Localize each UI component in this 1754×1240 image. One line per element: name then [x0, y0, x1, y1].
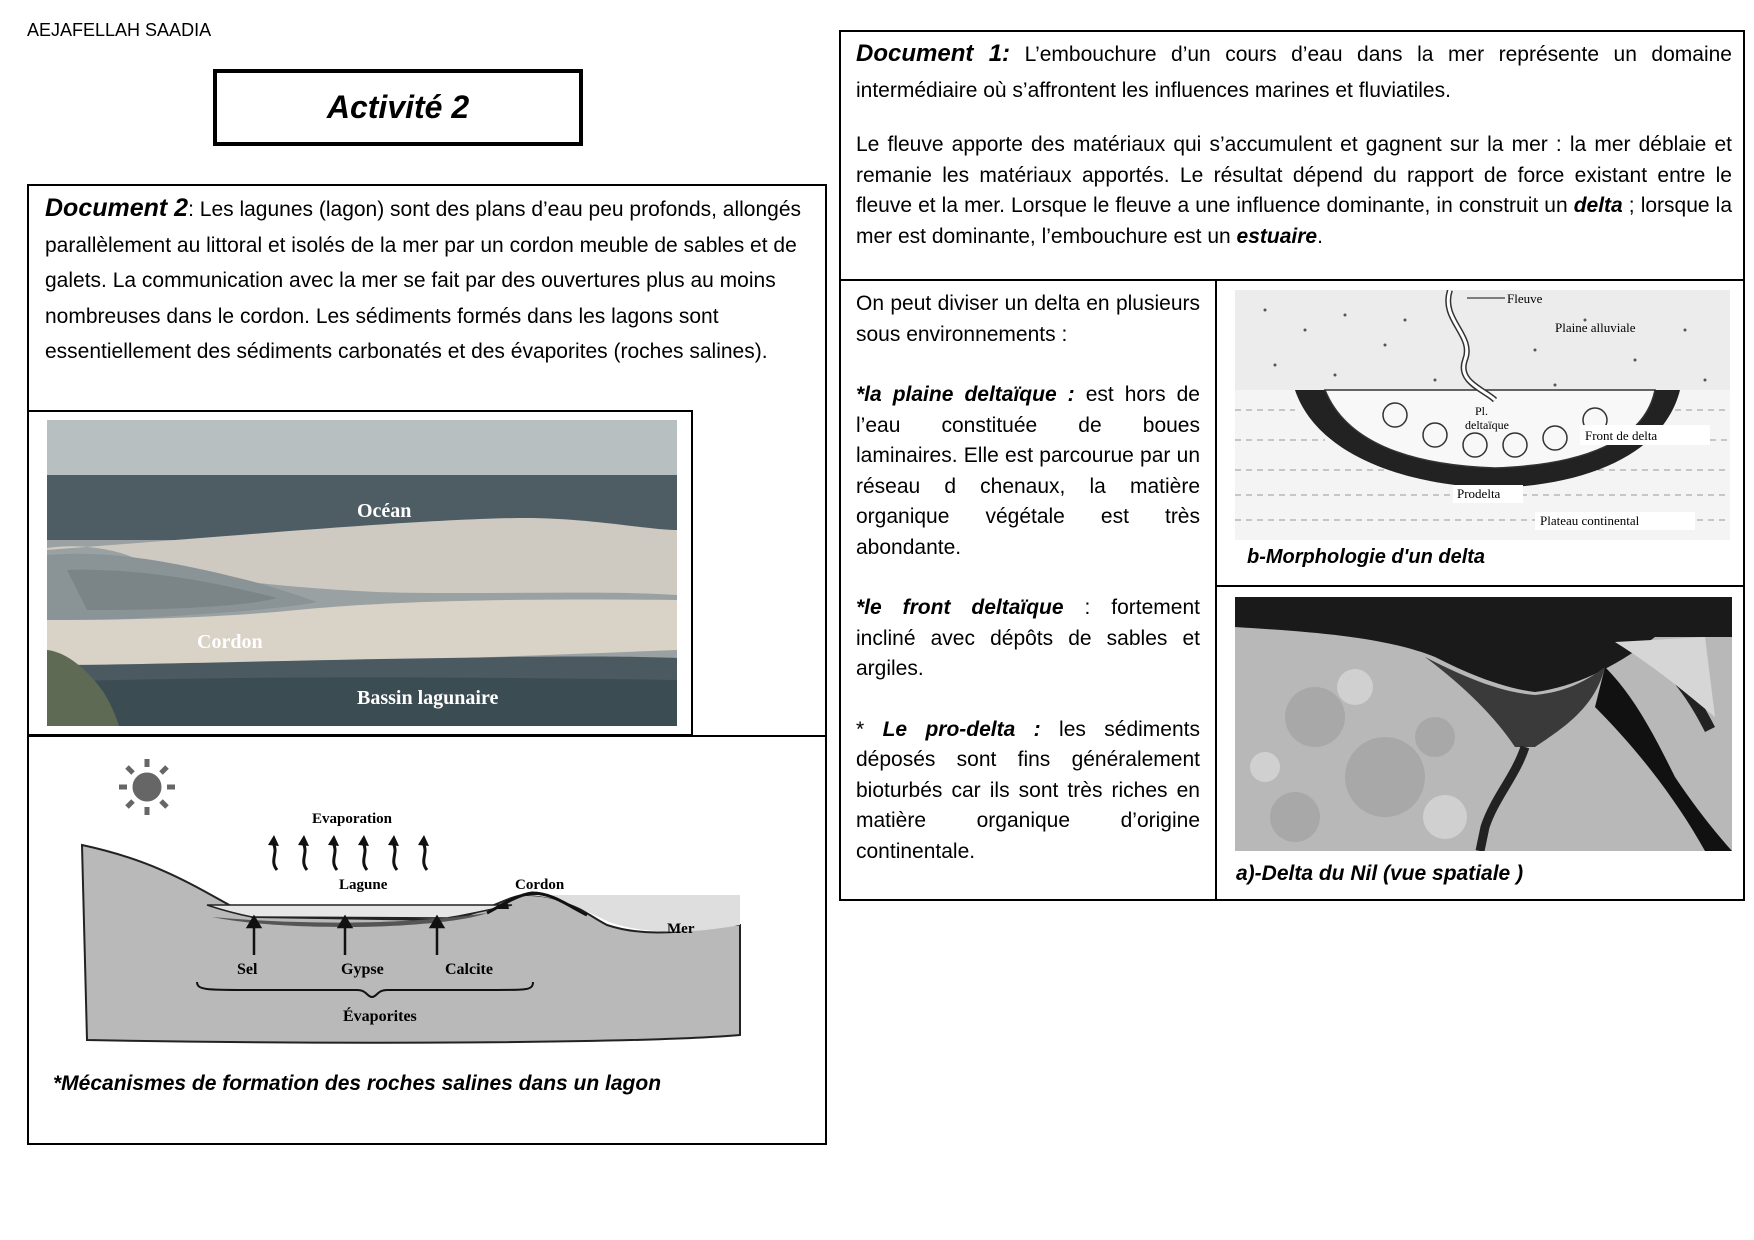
para2-end: . [1317, 224, 1323, 248]
document-2-text [45, 191, 815, 370]
label-gypse: Gypse [341, 961, 384, 978]
morphology-caption: b-Morphologie d'un delta [1247, 546, 1486, 568]
nile-delta-image [1235, 597, 1732, 851]
photo-label-ocean: Océan [357, 500, 412, 522]
term-delta: delta [1573, 194, 1623, 217]
term-estuaire: estuaire [1236, 224, 1318, 248]
front-term: *le front deltaïque [856, 596, 1064, 619]
document-1-para1 [856, 36, 1732, 108]
para2-b: ; lorsque la mer est dominante, l’embouchure est un [856, 194, 1732, 248]
label-cordon: Cordon [515, 877, 565, 893]
delta-pro [856, 715, 1200, 868]
label-deltaique: deltaïque [1465, 418, 1509, 432]
document-1-label: Document 1: [856, 40, 1011, 67]
label-lagune: Lagune [339, 877, 388, 893]
document-1-para2 [856, 130, 1732, 252]
plaine-term: *la plaine deltaïque : [856, 383, 1075, 406]
pro-term: Le pro-delta : [882, 717, 1041, 741]
activity-title: Activité 2 [213, 69, 583, 146]
evaporite-diagram [47, 745, 807, 1065]
pro-text: les sédiments déposés sont fins généralement bioturbés car ils sont très riches en matière organique d’origine continentale. [856, 717, 1200, 863]
lagoon-photo [47, 420, 677, 726]
delta-morphology-figure [1235, 290, 1730, 572]
document-1-text [856, 36, 1732, 252]
figure-divider [1215, 585, 1745, 587]
nile-caption: a)-Delta du Nil (vue spatiale ) [1236, 862, 1524, 885]
document-1-para1-text: L’embouchure d’un cours d’eau dans la mer représente un domaine intermédiaire où s’affrontent les influences marines et fluviatiles. [856, 43, 1732, 102]
delta-plaine [856, 380, 1200, 563]
label-front-de-delta: Front de delta [1585, 428, 1658, 443]
label-plateau: Plateau continental [1540, 513, 1640, 528]
label-plaine-alluviale: Plaine alluviale [1555, 320, 1636, 335]
label-evaporation: Evaporation [312, 811, 393, 827]
label-fleuve: Fleuve [1507, 291, 1543, 306]
label-pl: Pl. [1475, 404, 1489, 418]
delta-front [856, 593, 1200, 685]
document-1-vertical-divider [1215, 279, 1217, 901]
plaine-text: est hors de l’eau constituée de boues laminaires. Elle est parcourue par un réseau d chenaux, la matière organique végétale est très abondante. [856, 383, 1200, 559]
photo-label-cordon: Cordon [197, 631, 263, 653]
label-calcite: Calcite [445, 961, 493, 978]
photo-label-bassin: Bassin lagunaire [357, 687, 499, 709]
author-name: AEJAFELLAH SAADIA [27, 20, 212, 40]
label-prodelta: Prodelta [1457, 486, 1501, 501]
delta-environments [856, 289, 1200, 897]
pro-prefix: * [856, 717, 883, 741]
document-1-divider [839, 279, 1745, 281]
label-evaporites: Évaporites [343, 1008, 417, 1025]
label-mer: Mer [667, 921, 695, 937]
delta-intro: On peut diviser un delta en plusieurs sous environnements : [856, 292, 1200, 346]
document-2-body: : Les lagunes (lagon) sont des plans d’eau peu profonds, allongés parallèlement au littoral et isolés de la mer par un cordon meuble de sables et de galets. La communication avec la mer se fait par des ouvertures plus au moins nombreuses dans le cordon. Les sédiments formés dans les lagons sont essentiellement des sédiments carbonatés et des évaporites (roches salines). [45, 198, 802, 363]
evaporite-caption: *Mécanismes de formation des roches salines dans un lagon [53, 1072, 662, 1095]
para2-a: Le fleuve apporte des matériaux qui s’accumulent et gagnent sur la mer : la mer déblaie et remanie les matériaux apportés. Le résultat dépend du rapport de force existant entre le fleuve et la mer. Lorsque le fleuve a une influence dominante, in construit un [856, 133, 1732, 217]
document-2-label: Document 2 [45, 194, 189, 222]
front-text: : fortement incliné avec dépôts de sables et argiles. [856, 596, 1200, 680]
label-sel: Sel [237, 961, 258, 978]
divider [27, 735, 827, 737]
